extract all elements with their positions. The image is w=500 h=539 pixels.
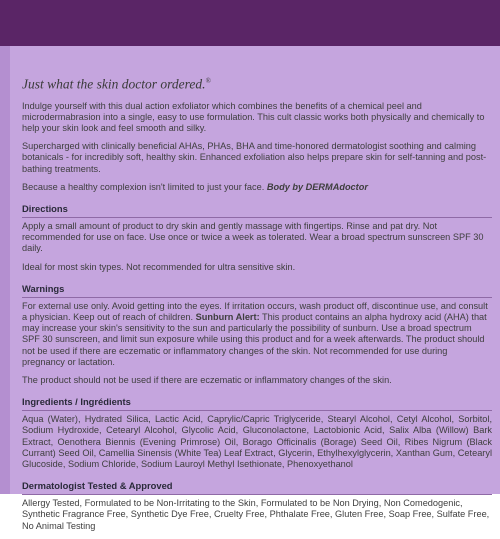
tagline <box>22 182 492 193</box>
registered-mark: ® <box>205 77 211 85</box>
directions-divider <box>22 217 492 218</box>
brand-name: Body by DERMAdoctor <box>266 181 368 192</box>
warnings-divider <box>22 297 492 298</box>
product-copy <box>22 74 492 539</box>
intro-paragraph-2: Supercharged with clinically beneficial AHAs, PHAs, BHA and time-honored dermatologist soothing and calming botanicals - for incredibly soft, healthy skin. Enhanced exfoliation also helps prepare skin for self-tanning and post-bathing treatments. <box>22 141 487 174</box>
tested-heading: Dermatologist Tested & Approved <box>22 480 173 492</box>
top-color-band <box>0 0 500 46</box>
sunburn-alert-label: Sunburn Alert: <box>195 311 260 322</box>
intro-paragraph-1: Indulge yourself with this dual action exfoliator which combines the benefits of a chemical peel and microdermabrasion into a single, easy to use formulation. This cult classic works both physically and chemically to help your skin look and feel smooth and silky. <box>22 100 485 133</box>
headline-text: Just what the skin doctor ordered. <box>22 76 206 92</box>
headline <box>22 74 492 92</box>
directions-note: Ideal for most skin types. Not recommended for ultra sensitive skin. <box>22 261 296 272</box>
warnings-text-1: For external use only. Avoid getting into the eyes. If irritation occurs, wash product off, discontinue use, and consult a physician. Keep out of reach of children. <box>22 300 488 322</box>
ingredients-divider <box>22 410 492 411</box>
ingredients-heading: Ingredients / Ingrédients <box>22 396 131 408</box>
warnings-note: The product should not be used if there are eczematic or inflammatory changes of the skin. <box>22 374 392 385</box>
tagline-text: Because a healthy complexion isn't limited to just your face. <box>22 181 267 192</box>
tested-divider <box>22 494 492 495</box>
tested-claims: Allergy Tested, Formulated to be Non-Irritating to the Skin, Formulated to be Non Drying, Non Comedogenic, Synthetic Fragrance Free, Synthetic Dye Free, Cruelty Free, Phthalate Free, Gluten Free, Soap Free, Sulfate Free, No Animal Testing <box>22 498 490 531</box>
directions-heading: Directions <box>22 202 68 214</box>
ingredients-list: Aqua (Water), Hydrated Silica, Lactic Acid, Caprylic/Capric Triglyceride, Stearyl Alcohol, Cetyl Alcohol, Sorbitol, Sodium Hydroxide, Cetearyl Alcohol, Glycolic Acid, Gluconolactone, Lactobionic Acid, Salix Alba (Willow) Bark Extract, Oenothera Biennis (Evening Primrose) Oil, Borago Officinalis (Borage) Seed Oil, Ribes Nigrum (Black Currant) Seed Oil, Camellia Sinensis (White Tea) Leaf Extract, Glycerin, Ethylhexylglycerin, Xanthan Gum, Cetearyl Glucoside, Sodium Chloride, Sodium Lauroyl Methyl Isethionate, Phenoxyethanol <box>22 414 492 469</box>
warnings-heading: Warnings <box>22 282 65 294</box>
directions-body: Apply a small amount of product to dry skin and gently massage with fingertips. Rinse and pat dry. Not recommended for use on face. Use once or twice a week as tolerated. Wear a broad spectrum sunscreen SPF 30 daily. <box>22 220 484 254</box>
warnings-text-2: This product contains an alpha hydroxy acid (AHA) that may increase your skin's sensitivity to the sun and particularly the possibility of sunburn. Use a broad spectrum SPF 30 sunscreen, and limit sun exposure while using this product and for a week afterwards. The product should not be used if there are eczematic or inflammatory changes of the skin. Not recommended for use during pregnancy or lactation. <box>22 311 487 367</box>
warnings-body <box>22 301 492 368</box>
